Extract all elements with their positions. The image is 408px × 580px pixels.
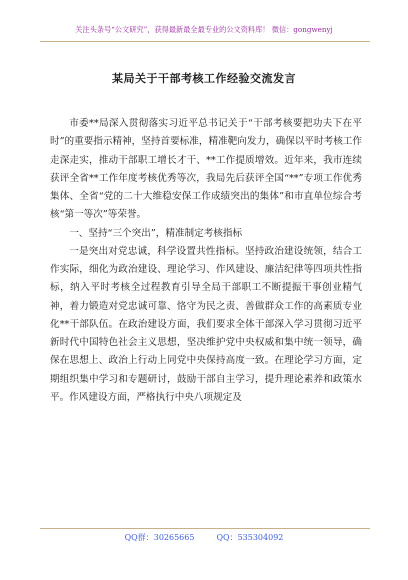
header-note: 关注头条号“公文研究”，获得最新最全最专业的公文资料库！ 微信：gongwenyj: [75, 25, 333, 34]
page-title: 某局关于干部考核工作经验交流发言: [112, 72, 296, 85]
header-divider: [40, 41, 370, 42]
document-body: [50, 115, 362, 407]
paragraph-intro: 市委**局深入贯彻落实习近平总书记关于“干部考核要把功夫下在平时”的重要指示精神，坚持首要标准，精准靶向发力，确保以平时考核工作走深走实，推动干部职工增长才干、**工作提质增效。近年来，我市连续获评全省**工作年度考核优秀等次，我局先后获评全国“**”专项工作优秀集体、全省“党的二十大维稳安保工作成绩突出的集体”和市直单位综合考核“第一等次”等荣誉。: [50, 118, 362, 221]
footer-divider: [40, 528, 370, 529]
paragraph-point-one: 一是突出对党忠诚，科学设置共性指标。坚持政治建设统领，结合工作实际，细化为政治建设、理论学习、作风建设、廉洁纪律等四项共性指标，纳入平时考核全过程教育引导全局干部职工不断提振干事创业精气神，着力锻造对党忠诚可靠、恪守为民之责、善做群众工作的高素质专业化**干部队伍。在政治建设方面，我们要求全体干部深入学习贯彻习近平新时代中国特色社会主义思想，坚决维护党中央权威和集中统一领导，确保在思想上、政治上行动上同党中央保持高度一致。在理论学习方面，定期组织集中学习和专题研讨，鼓励干部自主学习，提升理论素养和政策水平。作风建设方面，严格执行中央八项规定及: [50, 245, 362, 403]
footer-contact: [0, 532, 408, 543]
footer-qq: QQ：535304092: [216, 533, 284, 542]
section-heading: 一、坚持“三个突出”，精准制定考核指标: [69, 227, 243, 239]
footer-qq-group: QQ群：30265665: [124, 533, 195, 542]
